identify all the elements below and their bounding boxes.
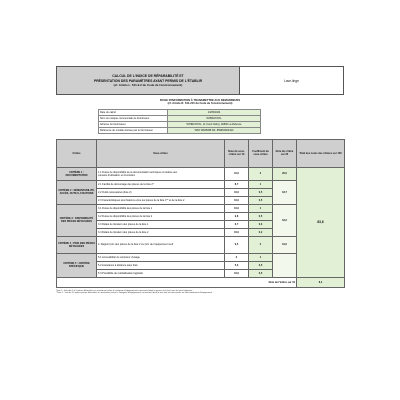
sub-coef: 0,5 bbox=[249, 261, 273, 269]
criteria-subtotal: 18,2 bbox=[273, 204, 297, 236]
info-value: WHIRLPOOL, 11 Court Valmy, 92800 La Defense bbox=[168, 121, 261, 127]
subcriteria-line2: conseils d'utilisation et d'entretien bbox=[98, 173, 136, 177]
info-value: 14/05/2024 bbox=[168, 109, 261, 115]
score-table bbox=[56, 139, 345, 288]
criteria-name: CRITÈRE 2 : DÉMONTABILITÉ, ACCÈS, OUTILS, FIXATIONS bbox=[57, 180, 97, 204]
document-header bbox=[56, 66, 344, 95]
header-title-box bbox=[57, 67, 240, 94]
info-label: Adresse du fournisseur bbox=[99, 121, 168, 127]
sub-note: 10,0 bbox=[225, 269, 249, 277]
subcriteria-label: 2.2 Outils nécessaires (liste 2) bbox=[97, 188, 225, 196]
sub-coef: 0,5 bbox=[249, 188, 273, 196]
sub-note: 6,7 bbox=[225, 220, 249, 228]
subcriteria-label: 5.2 Assistance à distance sans frais bbox=[97, 261, 225, 269]
sub-note: 5,0 bbox=[225, 261, 249, 269]
final-score-label: Note de l'indice sur 10 bbox=[57, 277, 297, 287]
sub-coef: 0,2 bbox=[249, 228, 273, 236]
footnote-1: *liste 2 : liste des 3 à 5 pièces détachées au maximum (selon la catégorie d'équipements concernée) dont la panne ou le bris sont les plus fréquents ; bbox=[56, 289, 194, 292]
criteria-name: CRITÈRE 3 : DISPONIBILITÉ DES PIÈCES DÉTACHÉES bbox=[57, 204, 97, 236]
header-title-line1: CALCUL DE L'INDICE DE RÉPARABILITÉ ET bbox=[112, 74, 184, 79]
subcriteria-label: 5.3 Possibilité de réinitialisation logicielle bbox=[97, 269, 225, 277]
info-value: W6X W845WB FR, 859991664420 bbox=[168, 127, 261, 133]
final-score-value: 8,4 bbox=[297, 277, 345, 287]
subcriteria-label: 3.3 Délais de livraison des pièces de la liste 1 bbox=[97, 220, 225, 228]
sub-coef: 2 bbox=[249, 236, 273, 253]
sub-coef: 1 bbox=[249, 180, 273, 188]
final-score-row bbox=[57, 277, 345, 287]
criteria-name: CRITÈRE 1 : DOCUMENTATION bbox=[57, 167, 97, 180]
footnote-2: **liste 1 : liste de 10 autres pièces détachées au maximum (selon la catégorie d'équipements concernée) dont le bon état est nécessaire au fonctionnement d'équipement bbox=[56, 292, 212, 295]
total-score: 83,6 bbox=[297, 167, 345, 277]
subcriteria-label: 4. Rapport prix des pièces de la liste 2 sur prix de l'équipement neuf bbox=[97, 236, 225, 253]
supplier-info-table bbox=[98, 109, 261, 134]
criteria-subtotal: 20,0 bbox=[273, 167, 297, 180]
fiche-title-line1: FICHE D'INFORMATION À TRANSMETTRE AUX DEMANDEURS bbox=[159, 99, 241, 102]
sub-note: 10,0 bbox=[225, 228, 249, 236]
sub-coef: 1 bbox=[249, 204, 273, 212]
subcriteria-line1: 1.1 Durée de disponibilité de la documentation technique et relative aux bbox=[98, 170, 178, 174]
sub-note: 10,0 bbox=[225, 204, 249, 212]
info-row bbox=[99, 127, 261, 133]
fiche-title-line2: (cf. Article R. 541-215 du Code de l'environnement) bbox=[167, 102, 233, 106]
sub-coef: 0,3 bbox=[249, 220, 273, 228]
table-row bbox=[57, 167, 345, 180]
info-value: WHIRLPOOL bbox=[168, 115, 261, 121]
subcriteria-label: 2.1 Facilité de démontage des pièces de la liste 2* bbox=[97, 180, 225, 188]
info-label: Date du calcul bbox=[99, 109, 168, 115]
col-note: Note du sous-critère sur 10 bbox=[225, 139, 249, 167]
sub-coef: 0,5 bbox=[249, 269, 273, 277]
criteria-subtotal bbox=[273, 253, 297, 277]
info-label: Référence du modèle donnée par le fournisseur bbox=[99, 127, 168, 133]
col-total: Total des notes des critères sur 100 bbox=[297, 139, 345, 167]
col-coef: Coefficient du sous-critère bbox=[249, 139, 273, 167]
sub-coef: 0,5 bbox=[249, 212, 273, 220]
criteria-name: CRITÈRE 4 : PRIX DES PIÈCES DÉTACHÉES bbox=[57, 236, 97, 253]
criteria-subtotal: 19,0 bbox=[273, 236, 297, 253]
col-criteria: Critère bbox=[57, 139, 97, 167]
fiche-title bbox=[56, 99, 344, 106]
sub-note: 9,8 bbox=[225, 212, 249, 220]
col-subcriteria: Sous-critère bbox=[97, 139, 225, 167]
info-label: Nom ou marque commerciale du fournisseur bbox=[99, 115, 168, 121]
subcriteria-label: 3.1 Durée de disponibilité des pièces de la liste 1 bbox=[97, 204, 225, 212]
sub-coef: 2 bbox=[249, 167, 273, 180]
subcriteria-label: 3.4 Délais de livraison des pièces de la liste 2 bbox=[97, 228, 225, 236]
sub-coef: 0,5 bbox=[249, 196, 273, 204]
header-title-line2: PRÉSENTATION DES PARAMÈTRES AYANT PERMIS DE L'ÉTABLIR bbox=[93, 78, 203, 83]
repairability-document bbox=[56, 66, 344, 295]
sub-note: 10,0 bbox=[225, 196, 249, 204]
criteria-name: CRITÈRE 5 : CRITÈRE SPÉCIFIQUE bbox=[57, 253, 97, 277]
score-table-header bbox=[57, 139, 345, 167]
product-type: Lave-linge bbox=[284, 78, 299, 83]
footnotes bbox=[56, 290, 344, 295]
subcriteria-label: 2.3 Caractéristiques des fixations entre les pièces de la liste 1** et de la liste 2 bbox=[97, 196, 225, 204]
header-title-line3: (cf. Article L. 541-9-2 du Code de l'environnement) bbox=[113, 82, 183, 87]
sub-coef: 1 bbox=[249, 253, 273, 261]
subcriteria-label: 5.1 Accessibilité du compteur d'usage bbox=[97, 253, 225, 261]
sub-note: 8,7 bbox=[225, 180, 249, 188]
criteria-subtotal: 18,7 bbox=[273, 180, 297, 204]
subcriteria-label: 3.2 Durée de disponibilité des pièces de la liste 2 bbox=[97, 212, 225, 220]
col-criteria-note: Note du critère sur 20 bbox=[273, 139, 297, 167]
sub-note: 10,0 bbox=[225, 167, 249, 180]
sub-note: 9,5 bbox=[225, 236, 249, 253]
subcriteria-label bbox=[97, 167, 225, 180]
sub-note: 0 bbox=[225, 253, 249, 261]
sub-note: 10,0 bbox=[225, 188, 249, 196]
